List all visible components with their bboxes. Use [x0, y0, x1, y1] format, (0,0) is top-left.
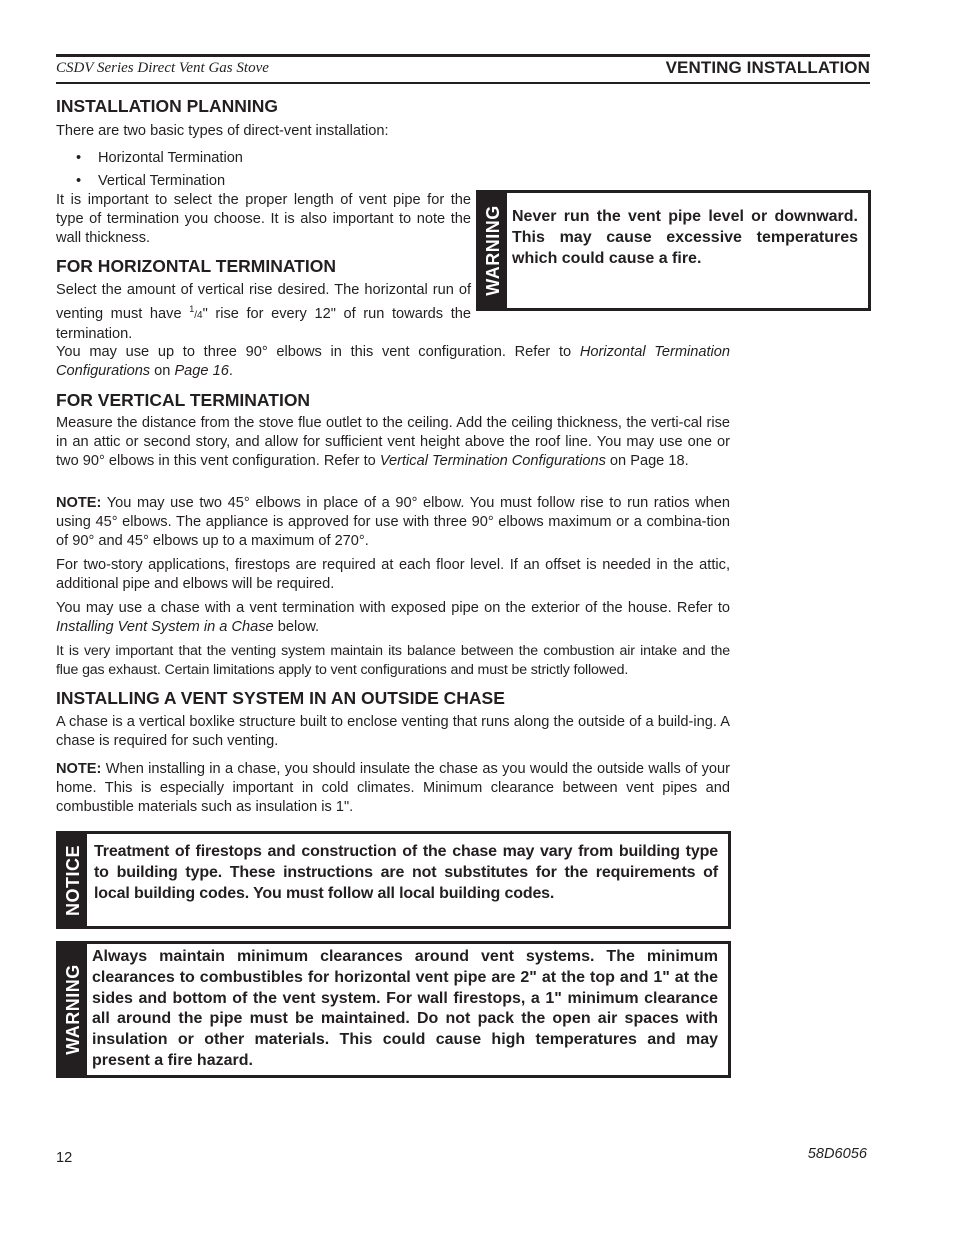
- notice-box: [56, 831, 731, 929]
- notice-text: Treatment of firestops and construction of the chase may vary from building type to building type. These instructions are not substitutes for the requirements of local building codes. You must follow all local building codes.: [94, 843, 718, 902]
- vertical-paragraph-3: For two-story applications, firestops are required at each floor level. If an offset is needed in the attic, additional pipe and elbows will be required.: [56, 557, 730, 592]
- document-title: CSDV Series Direct Vent Gas Stove: [56, 60, 269, 76]
- notice-tab-label: NOTICE: [62, 844, 83, 916]
- warning-box-small: [476, 190, 871, 311]
- bullet-dot: •: [76, 173, 82, 189]
- fraction-denominator: /4: [194, 310, 203, 321]
- bullet-label: Horizontal Termination: [98, 150, 243, 166]
- vertical-paragraph-4: You may use a chase with a vent termination with exposed pipe on the exterior of the house. Refer to Installing Vent System in a Chase below.: [56, 600, 730, 635]
- warning-tab: [59, 944, 87, 1075]
- ref-installing-vent-chase: Installing Vent System in a Chase: [56, 619, 274, 635]
- horizontal-paragraph-1: Select the amount of vertical rise desired. The horizontal run of venting must have $^1$/4" rise for every 12" of run towards the termination.: [56, 282, 471, 342]
- warning-box-large: [56, 941, 731, 1078]
- header-rule-bottom: [56, 82, 870, 84]
- heading-horizontal-termination: FOR HORIZONTAL TERMINATION: [56, 256, 336, 276]
- ref-page-16: Page 16: [174, 363, 229, 379]
- warning-tab: [479, 193, 507, 308]
- warning-tab-label: WARNING: [482, 205, 503, 296]
- bullet-label: Vertical Termination: [98, 173, 226, 189]
- heading-outside-chase: INSTALLING A VENT SYSTEM IN AN OUTSIDE CHASE: [56, 688, 505, 708]
- planning-paragraph: It is important to select the proper length of vent pipe for the type of termination you choose. It is also important to note the wall thickness.: [56, 192, 471, 246]
- ref-vertical-configurations: Vertical Termination Configurations: [379, 453, 606, 469]
- bullet-dot: •: [76, 150, 82, 166]
- warning-tab-label: WARNING: [62, 964, 83, 1055]
- bullet-horizontal: [76, 150, 243, 166]
- notice-tab: [59, 834, 87, 926]
- fraction-numerator: 1: [189, 304, 195, 314]
- vertical-paragraph-5: It is very important that the venting system maintain its balance between the combustion air intake and the flue gas exhaust. Certain limitations apply to vent configurations and must be strictly followed.: [56, 643, 730, 678]
- document-code: 58D6056: [807, 1146, 867, 1162]
- note-label: NOTE:: [56, 761, 102, 777]
- header-rule-top: [56, 54, 870, 57]
- note-label: NOTE:: [56, 495, 102, 511]
- chase-note: NOTE: When installing in a chase, you should insulate the chase as you would the outside walls of your home. This is especially important in cold climates. Minimum clearance between vent pipes and combustible materials such as insulation is 1".: [56, 761, 730, 815]
- chase-paragraph-1: A chase is a vertical boxlike structure built to enclose venting that runs along the outside of a build-ing. A chase is required for such venting.: [56, 714, 730, 749]
- planning-intro: There are two basic types of direct-vent installation:: [56, 123, 389, 139]
- horizontal-paragraph-2: You may use up to three 90° elbows in this vent configuration. Refer to Horizontal Termination Configurations on Page 16.: [56, 344, 730, 379]
- warning-large-text: Always maintain minimum clearances around vent systems. The minimum clearances to combustibles for horizontal vent pipe are 2" at the top and 1" at the sides and bottom of the vent system. For wall firestops, a 1" minimum clearance all around the pipe must be maintained. Do not pack the open air spaces with insulation or other materials. This could cause high temperatures and may present a fire hazard.: [92, 948, 718, 1069]
- ref-horizontal-configurations: Horizontal Termination Configurations: [56, 344, 730, 379]
- page-number: 12: [56, 1150, 73, 1166]
- vertical-paragraph-1: Measure the distance from the stove flue outlet to the ceiling. Add the ceiling thickness, the verti-cal rise in an attic or second story, and allow for sufficient vent height above the roof line. You may use one or two 90° elbows in this vent configuration. Refer to Vertical Termination Configurations on Page 18.: [56, 415, 730, 469]
- heading-installation-planning: INSTALLATION PLANNING: [56, 96, 278, 116]
- heading-vertical-termination: FOR VERTICAL TERMINATION: [56, 390, 311, 410]
- warning-text: Never run the vent pipe level or downward. This may cause excessive temperatures which could cause a fire.: [512, 208, 858, 267]
- section-title: VENTING INSTALLATION: [665, 58, 870, 77]
- bullet-vertical: [76, 173, 225, 189]
- vertical-note: NOTE: You may use two 45° elbows in place of a 90° elbow. You must follow rise to run ratios when using 45° elbows. The appliance is approved for use with three 90° elbows maximum or a combina-tion of 90° and 45° elbows up to a maximum of 270°.: [56, 495, 730, 549]
